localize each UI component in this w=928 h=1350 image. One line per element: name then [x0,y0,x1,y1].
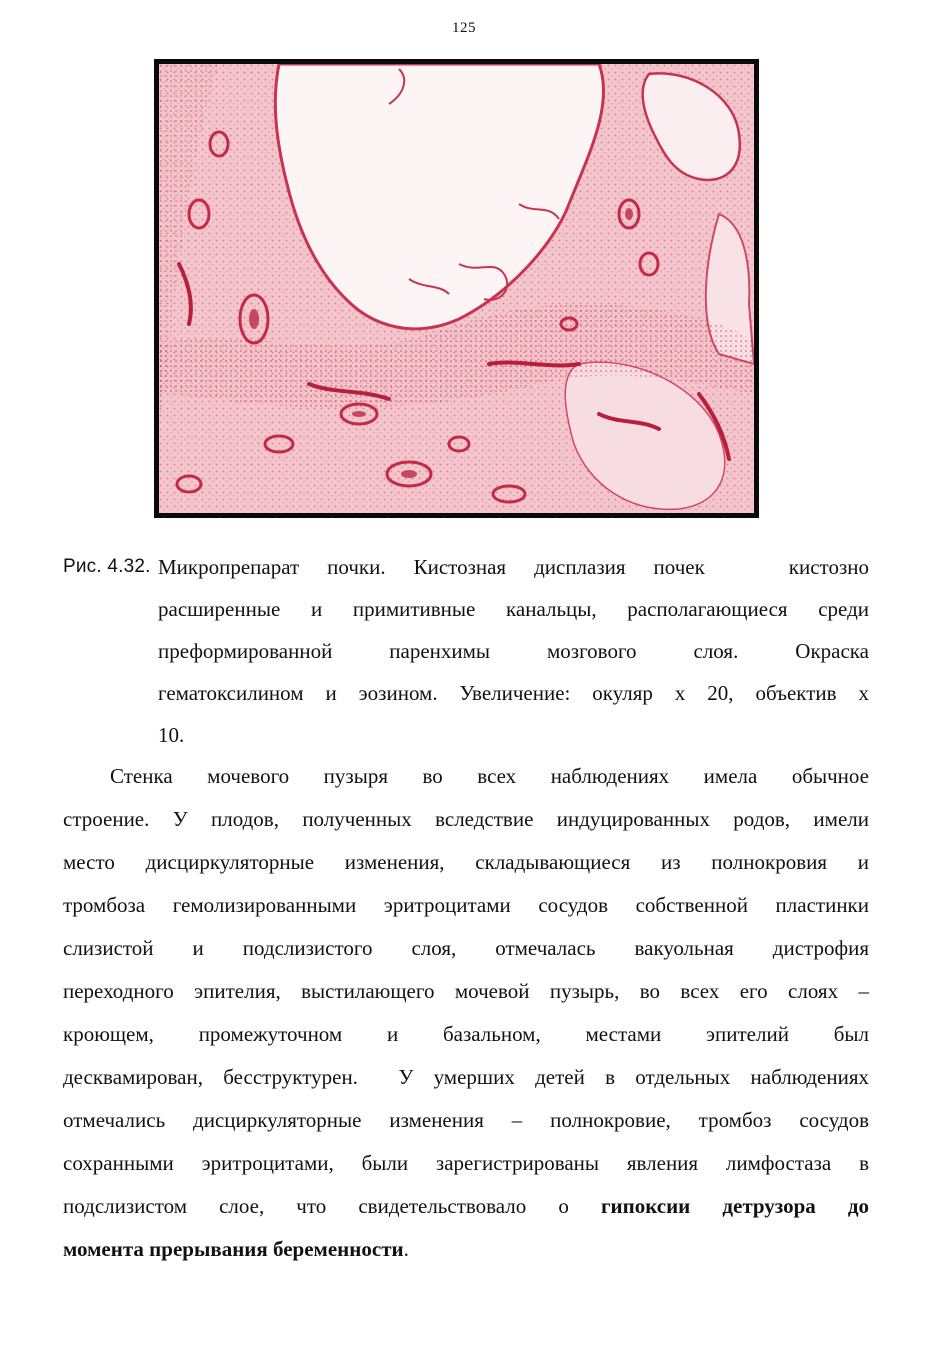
micrograph-figure [154,59,759,518]
body-line-1: Стенка мочевого пузыря во всех наблюдениях имела обычное [110,764,869,788]
body-line-12-bold: момента прерывания беременности [63,1237,404,1261]
body-line-12-end: . [403,1237,409,1261]
body-line-10: сохранными эритроцитами, были зарегистрированы явления лимфостаза в [63,1151,869,1175]
body-paragraph [63,755,869,1271]
figure-caption [63,546,869,756]
body-line-4: тромбоза гемолизированными эритроцитами сосудов собственной пластинки [63,893,869,917]
page-number: 125 [452,20,476,36]
histology-micrograph-image [159,64,754,513]
body-line-11 [63,1185,869,1228]
caption-line-1: Микропрепарат почки. Кистозная дисплазия почек кистозно [158,555,869,579]
figure-label: Рис. 4.32. [63,556,151,577]
caption-line-2: расширенные и примитивные канальцы, располагающиеся среди [158,597,869,621]
body-line-2: строение. У плодов, полученных вследствие индуцированных родов, имели [63,807,869,831]
body-line-12 [63,1228,869,1271]
body-line-5: слизистой и подслизистого слоя, отмечалась вакуольная дистрофия [63,936,869,960]
caption-line-3: преформированной паренхимы мозгового слоя. Окраска [158,639,869,663]
caption-first-line [63,546,869,588]
body-line-6: переходного эпителия, выстилающего мочевой пузырь, во всех его слоях – [63,979,869,1003]
caption-line-5: 10. [158,723,185,747]
caption-line-4: гематоксилином и эозином. Увеличение: окуляр х 20, объектив х [158,681,869,705]
body-line-11-bold: гипоксии детрузора до [600,1194,869,1218]
body-line-11-text: подслизистом слое, что свидетельствовало о [63,1194,601,1218]
body-line-7: кроющем, промежуточном и базальном, местами эпителий был [63,1022,869,1046]
body-line-8: десквамирован, бесструктурен. У умерших детей в отдельных наблюдениях [63,1065,869,1089]
body-line-3: место дисциркуляторные изменения, складывающиеся из полнокровия и [63,850,869,874]
body-line-9: отмечались дисциркуляторные изменения – полнокровие, тромбоз сосудов [63,1108,869,1132]
